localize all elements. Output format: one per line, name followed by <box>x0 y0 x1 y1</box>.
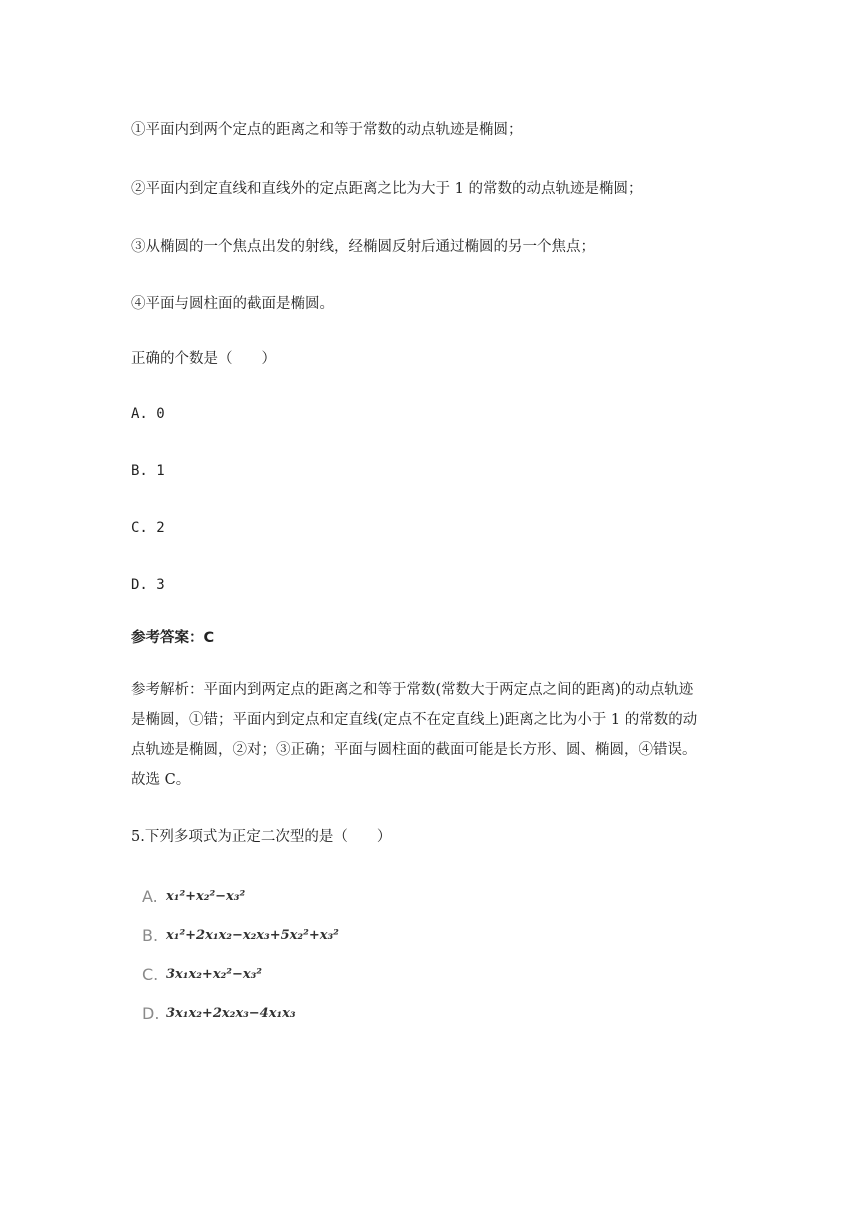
q5-option-c <box>142 961 262 987</box>
question-4-prompt: 正确的个数是（ ） <box>131 351 276 367</box>
q5-option-c-letter: C. <box>142 964 159 984</box>
answer-label: 参考答案：C <box>131 630 215 646</box>
q5-option-c-expression: 3x₁x₂+x₂²−x₃² <box>166 966 262 982</box>
q5-option-d <box>142 1000 296 1026</box>
q5-option-b-letter: B. <box>142 925 159 945</box>
statement-2: ②平面内到定直线和直线外的定点距离之比为大于 1 的常数的动点轨迹是椭圆； <box>131 181 643 197</box>
q5-option-a-letter: A. <box>142 886 158 906</box>
explanation-line-2: 是椭圆，①错；平面内到定点和定直线(定点不在定直线上)距离之比为小于 1 的常数的动 <box>131 712 698 728</box>
option-a: A. 0 <box>131 406 165 422</box>
q5-option-d-expression: 3x₁x₂+2x₂x₃−4x₁x₃ <box>166 1005 296 1021</box>
explanation-line-1: 参考解析：平面内到两定点的距离之和等于常数(常数大于两定点之间的距离)的动点轨迹 <box>131 682 694 698</box>
question-5-prompt: 5.下列多项式为正定二次型的是（ ） <box>131 829 392 845</box>
option-b: B. 1 <box>131 463 165 479</box>
statement-1: ①平面内到两个定点的距离之和等于常数的动点轨迹是椭圆； <box>131 122 523 138</box>
statement-3: ③从椭圆的一个焦点出发的射线，经椭圆反射后通过椭圆的另一个焦点； <box>131 239 595 255</box>
explanation-line-4: 故选 C。 <box>131 772 191 788</box>
q5-option-d-letter: D. <box>142 1003 160 1023</box>
q5-option-a <box>142 883 245 909</box>
option-c: C. 2 <box>131 520 165 536</box>
q5-option-a-expression: x₁²+x₂²−x₃² <box>166 888 246 904</box>
option-d: D. 3 <box>131 577 165 593</box>
statement-4: ④平面与圆柱面的截面是椭圆。 <box>131 296 334 312</box>
explanation-line-3: 点轨迹是椭圆，②对；③正确；平面与圆柱面的截面可能是长方形、圆、椭圆，④错误。 <box>131 742 697 758</box>
q5-option-b-expression: x₁²+2x₁x₂−x₂x₃+5x₂²+x₃² <box>166 927 339 943</box>
q5-option-b <box>142 922 339 948</box>
